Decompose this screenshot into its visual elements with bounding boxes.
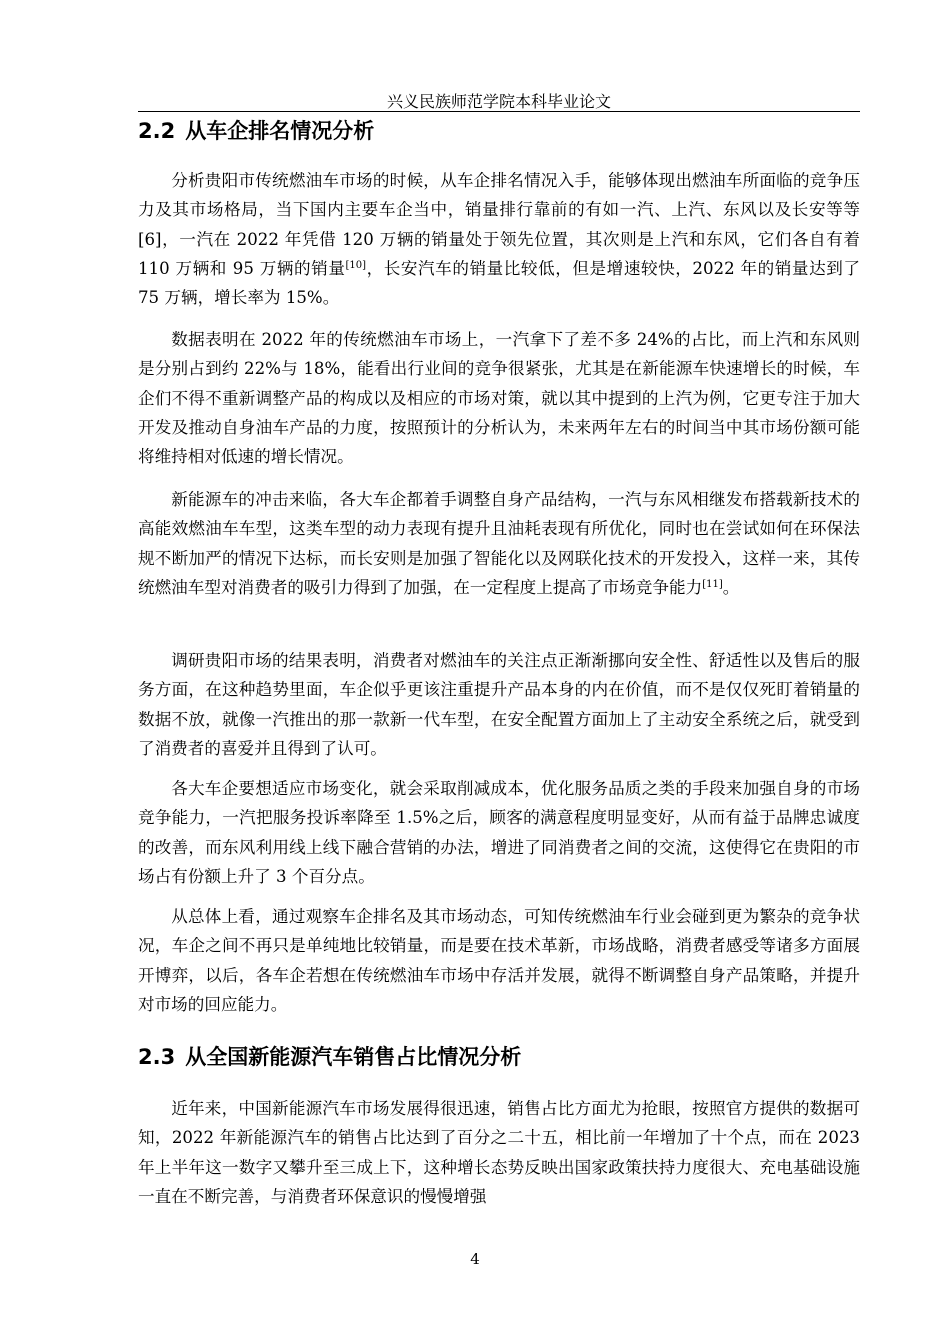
paragraph-text: 新能源车的冲击来临，各大车企都着手调整自身产品结构，一汽与东风相继发布搭载新技术的高能效燃油车车型，这类车型的动力表现有提升且油耗表现有所优化，同时也在尝试如何在环保法规不断加严的情况下达标，而长安则是加强了智能化以及网联化技术的开发投入，这样一来，其传统燃油车型对消费者的吸引力得到了加强，在一定程度上提高了市场竞争能力 (138, 490, 860, 597)
paragraph (138, 774, 860, 891)
header-rule (138, 111, 860, 112)
paragraph-text: 近年来，中国新能源汽车市场发展得很迅速，销售占比方面尤为抢眼，按照官方提供的数据可知，2022 年新能源汽车的销售占比达到了百分之二十五，相比前一年增加了十个点，而在 2023 年上半年这一数字又攀升至三成上下，这种增长态势反映出国家政策扶持力度很大、充电基础设施一直在不断完善，与消费者环保意识的慢慢增强 (138, 1099, 860, 1206)
section-heading-2-3 (138, 1043, 521, 1071)
section-number: 2.3 (138, 1045, 176, 1069)
paragraph (138, 325, 860, 471)
citation: [10] (345, 259, 367, 271)
section-number: 2.2 (138, 119, 176, 143)
paragraph-text: 各大车企要想适应市场变化，就会采取削减成本，优化服务品质之类的手段来加强自身的市场竞争能力，一汽把服务投诉率降至 1.5%之后，顾客的满意程度明显变好，从而有益于品牌忠诚度的改善，而东风利用线上线下融合营销的办法，增进了同消费者之间的交流，这使得它在贵阳的市场占有份额上升了 3 个百分点。 (138, 779, 860, 886)
citation: [11] (702, 578, 723, 590)
section-title: 从全国新能源汽车销售占比情况分析 (185, 1045, 522, 1069)
paragraph-text-continued: ，长安汽车的销量比较低，但是增速较快，2022 年的销量达到了 75 万辆，增长率为 15%。 (138, 258, 860, 308)
paragraph (138, 485, 860, 602)
paragraph-text-continued: 。 (722, 577, 740, 597)
paragraph-text: 从总体上看，通过观察车企排名及其市场动态，可知传统燃油车行业会碰到更为繁杂的竞争状况，车企之间不再只是单纯地比较销量，而是要在技术革新，市场战略，消费者感受等诸多方面展开博弈，以后，各车企若想在传统燃油车市场中存活并发展，就得不断调整自身产品策略，并提升对市场的回应能力。 (138, 907, 860, 1014)
page-header: 兴义民族师范学院本科毕业论文 (386, 92, 611, 111)
paragraph (138, 646, 860, 763)
page-number: 4 (470, 1250, 480, 1268)
paragraph-text: 调研贵阳市场的结果表明，消费者对燃油车的关注点正渐渐挪向安全性、舒适性以及售后的服务方面，在这种趋势里面，车企似乎更该注重提升产品本身的内在价值，而不是仅仅死盯着销量的数据不放，就像一汽推出的那一款新一代车型，在安全配置方面加上了主动安全系统之后，就受到了消费者的喜爱并且得到了认可。 (138, 651, 860, 758)
paragraph-text: 数据表明在 2022 年的传统燃油车市场上，一汽拿下了差不多 24%的占比，而上汽和东风则是分别占到约 22%与 18%，能看出行业间的竞争很紧张，尤其是在新能源车快速增长的时候，车企们不得不重新调整产品的构成以及相应的市场对策，就以其中提到的上汽为例，它更专注于加大开发及推动自身油车产品的力度，按照预计的分析认为，未来两年左右的时间当中其市场份额可能将维持相对低速的增长情况。 (138, 330, 860, 467)
paragraph (138, 902, 860, 1019)
paragraph (138, 166, 860, 312)
paragraph-text: 分析贵阳市传统燃油车市场的时候，从车企排名情况入手，能够体现出燃油车所面临的竞争压力及其市场格局，当下国内主要车企当中，销量排行靠前的有如一汽、上汽、东风以及长安等等[6]，一汽在 2022 年凭借 120 万辆的销量处于领先位置，其次则是上汽和东风，它们各自有着 110 万辆和 95 万辆的销量 (138, 171, 860, 278)
paragraph (138, 1094, 860, 1211)
section-heading-2-2 (138, 117, 374, 145)
section-title: 从车企排名情况分析 (185, 119, 375, 143)
